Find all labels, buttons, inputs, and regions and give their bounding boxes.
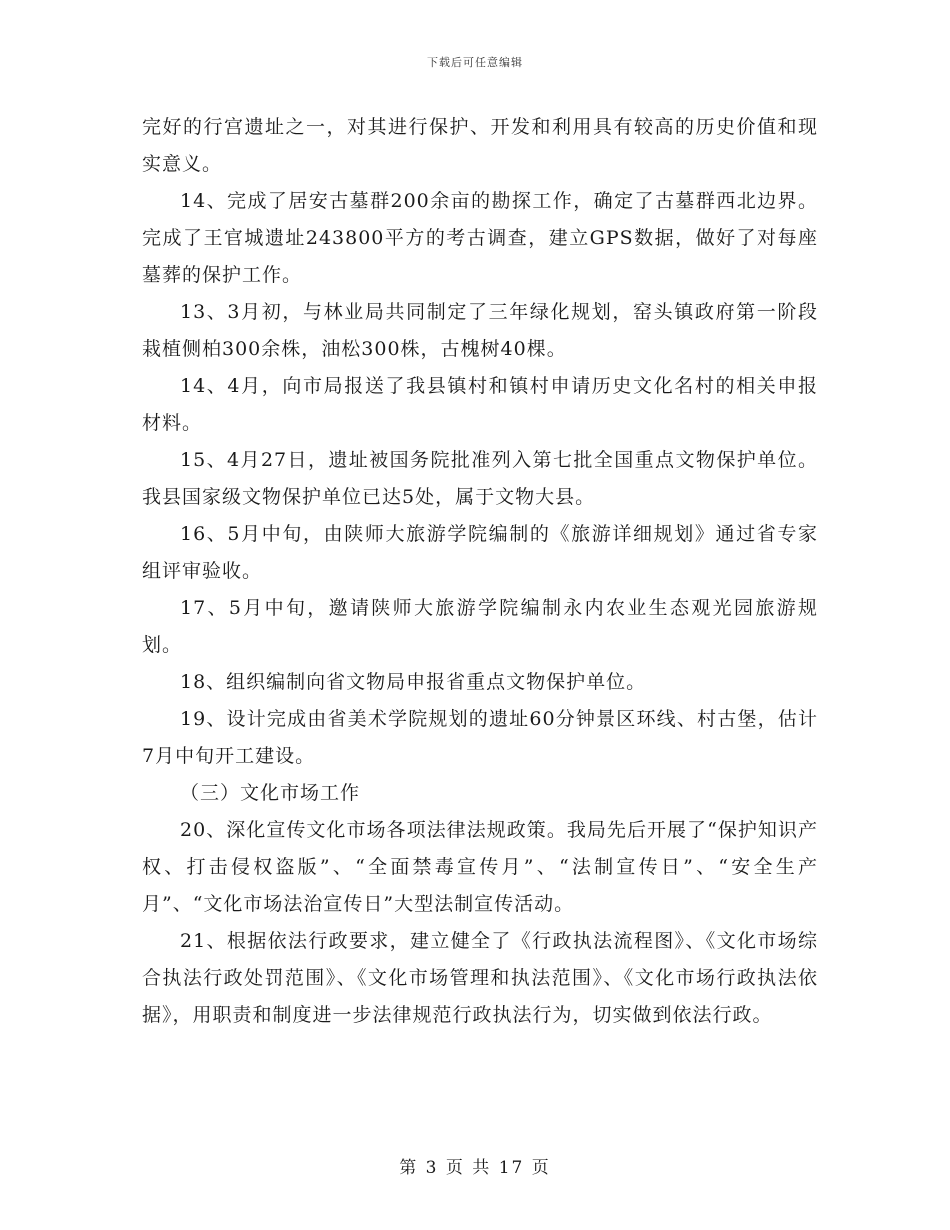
paragraph-item-15: 15、4月27日，遗址被国务院批准列入第七批全国重点文物保护单位。我县国家级文物保护单位已达5处，属于文物大县。 xyxy=(142,449,818,508)
paragraph-item-17: 17、5月中旬，邀请陕师大旅游学院编制永内农业生态观光园旅游规划。 xyxy=(142,597,818,656)
paragraph-item-16: 16、5月中旬，由陕师大旅游学院编制的《旅游详细规划》通过省专家组评审验收。 xyxy=(142,523,818,582)
paragraph-continuation: 完好的行宫遗址之一，对其进行保护、开发和利用具有较高的历史价值和现实意义。 xyxy=(142,116,818,175)
paragraph-item-21: 21、根据依法行政要求，建立健全了《行政执法流程图》、《文化市场综合执法行政处罚范围》、《文化市场管理和执法范围》、《文化市场行政执法依据》，用职责和制度进一步法律规范行政执法行为，切实做到依法行政。 xyxy=(142,930,818,1026)
paragraph-item-14-survey: 14、完成了居安古墓群200余亩的勘探工作，确定了古墓群西北边界。完成了王官城遗址243800平方的考古调查，建立GPS数据，做好了对每座墓葬的保护工作。 xyxy=(142,190,818,286)
paragraph-item-13-greening: 13、3月初，与林业局共同制定了三年绿化规划，窑头镇政府第一阶段栽植侧柏300余株，油松300株，古槐树40棵。 xyxy=(142,301,818,360)
page-number-footer: 第 3 页 共 17 页 xyxy=(399,1158,551,1178)
page-header: 下载后可任意编辑 xyxy=(427,56,523,69)
paragraph-item-18: 18、组织编制向省文物局申报省重点文物保护单位。 xyxy=(180,671,647,693)
paragraph-item-20: 20、深化宣传文化市场各项法律法规政策。我局先后开展了“保护知识产权、打击侵权盗版”、“全面禁毒宣传月”、“法制宣传日”、“安全生产月”、“文化市场法治宣传日”大型法制宣传活动。 xyxy=(142,819,818,915)
paragraph-item-19: 19、设计完成由省美术学院规划的遗址60分钟景区环线、村古堡，估计7月中旬开工建设。 xyxy=(142,708,818,767)
section-heading-culture-market: （三）文化市场工作 xyxy=(180,782,361,804)
document-body xyxy=(142,109,818,1034)
paragraph-item-14-application: 14、4月，向市局报送了我县镇村和镇村申请历史文化名村的相关申报材料。 xyxy=(142,375,818,434)
